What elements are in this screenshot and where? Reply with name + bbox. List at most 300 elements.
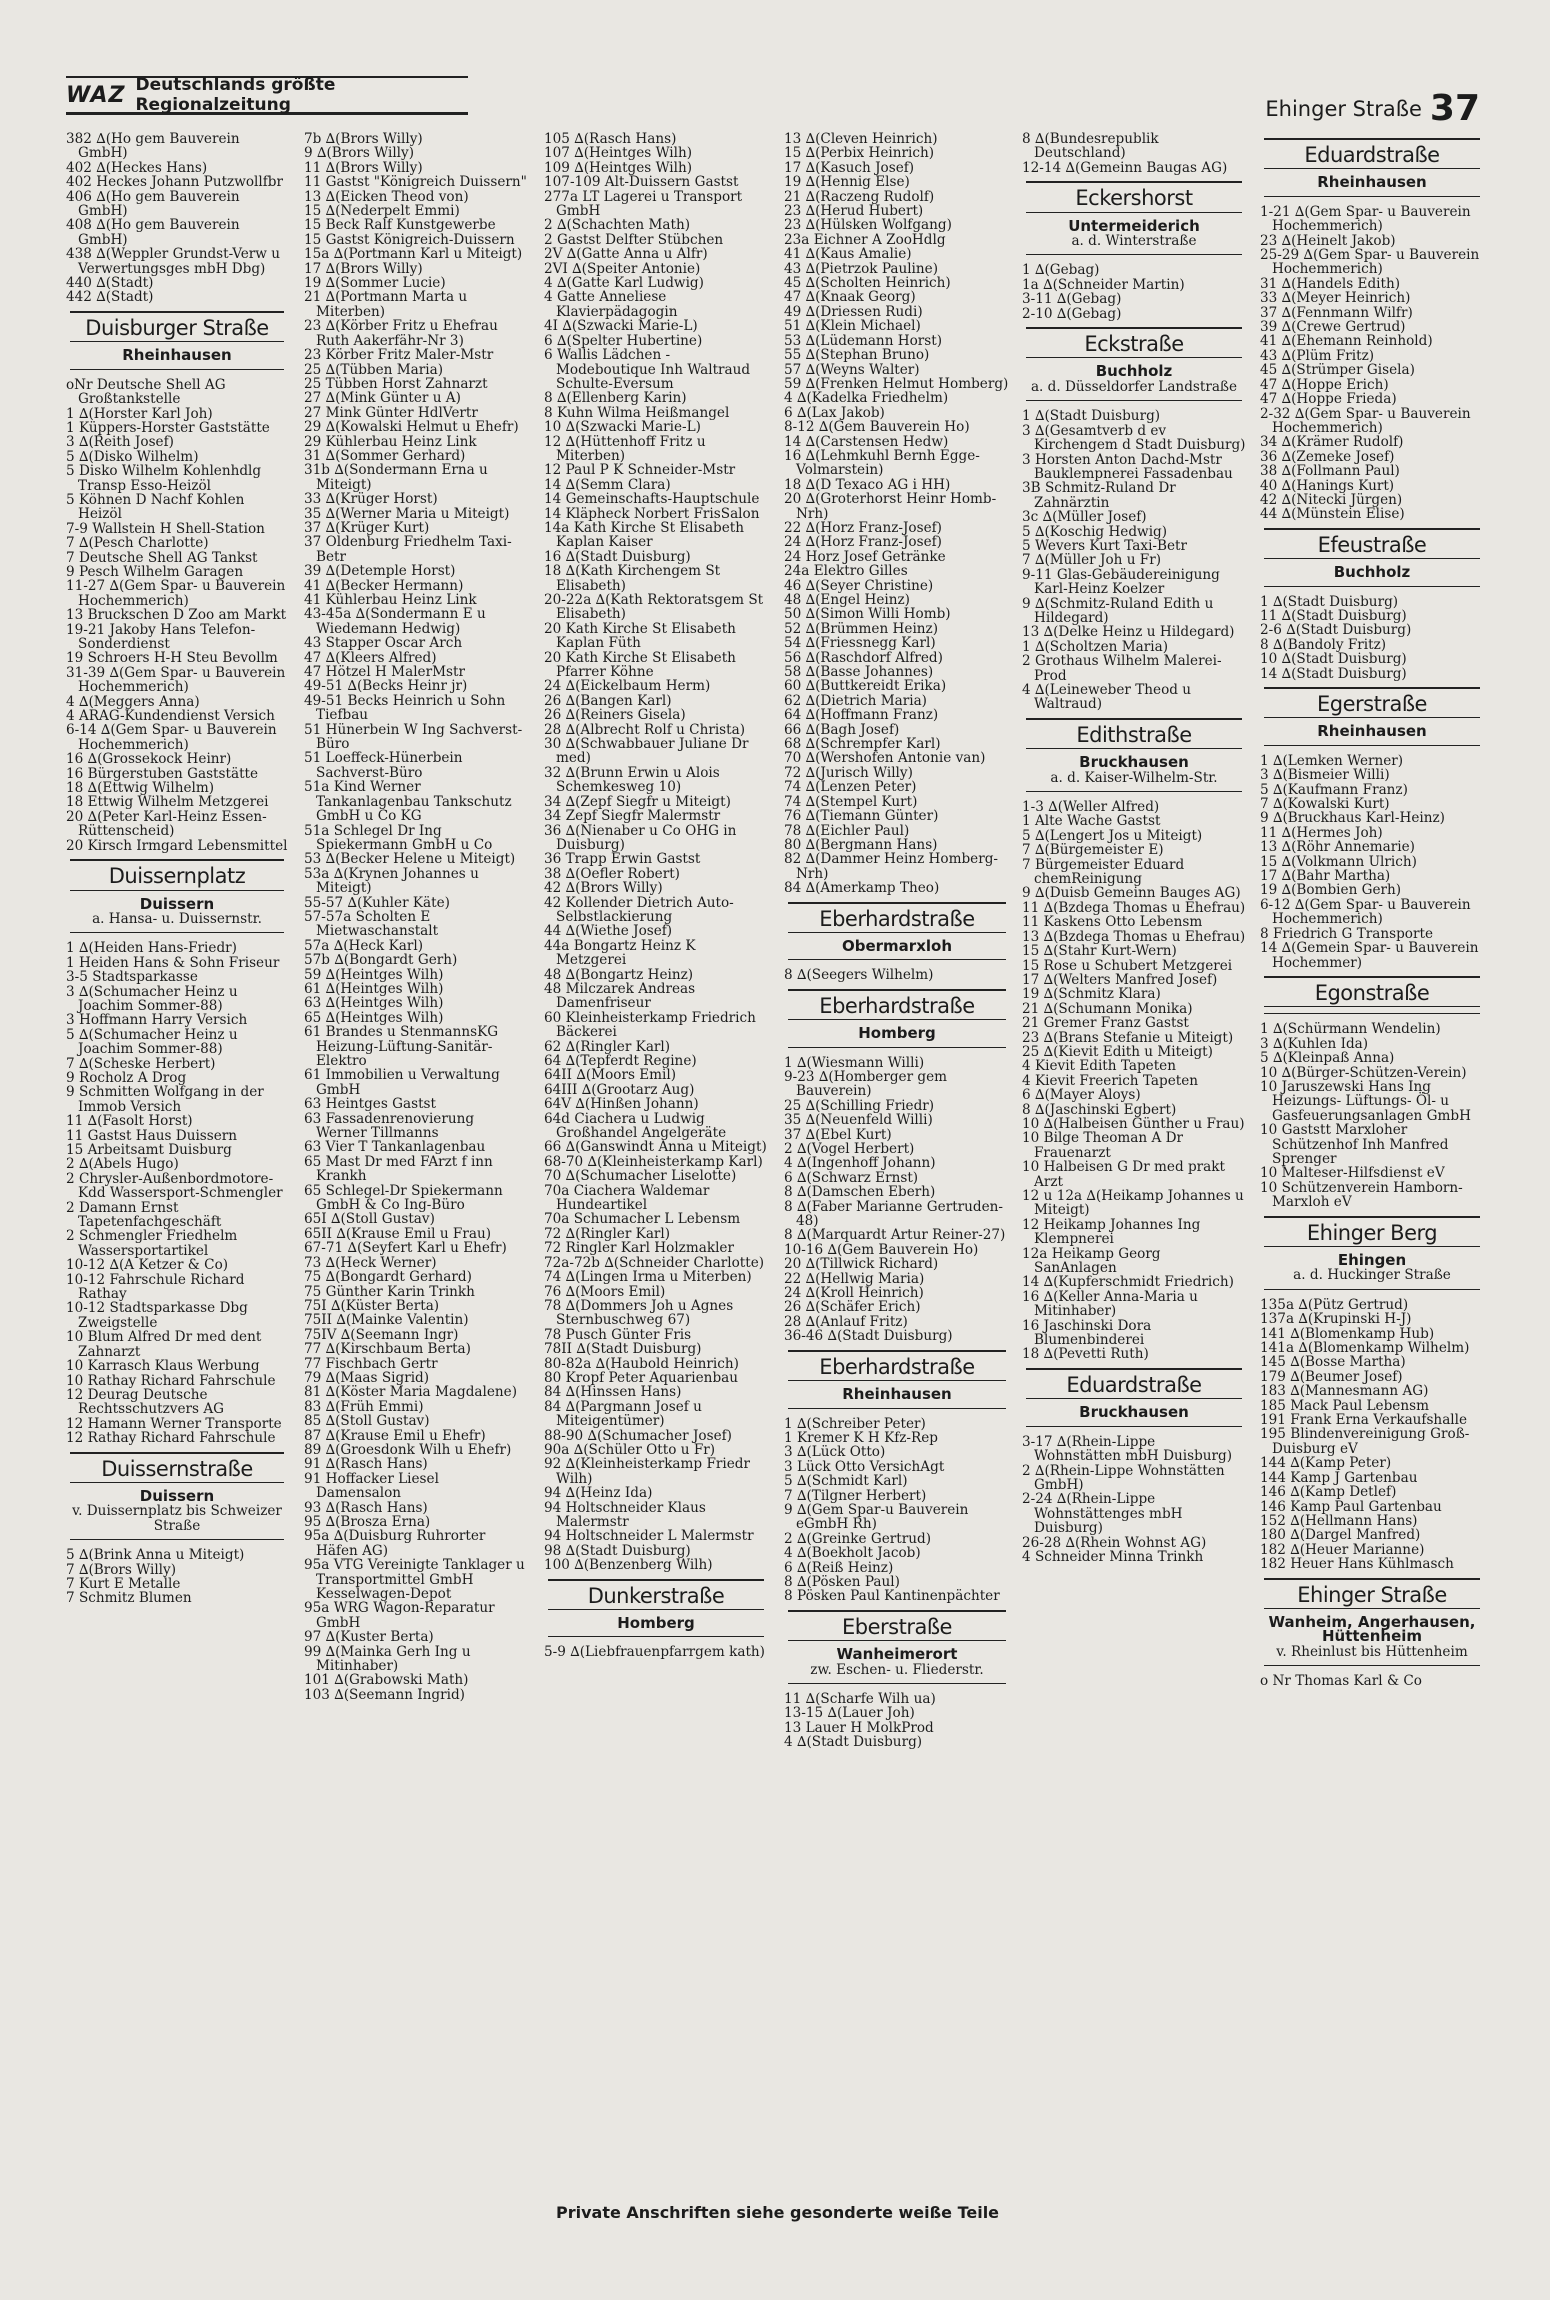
section-rule [70, 932, 284, 933]
district-name: Bruckhausen [1079, 753, 1189, 772]
directory-entry: 70a Ciachera Waldemar Hundeartikel [544, 1182, 710, 1214]
directory-entry: 37 ∆(Ebel Kurt) [784, 1126, 892, 1143]
directory-entry: 47 Hötzel H MalerMstr [304, 664, 465, 681]
directory-entry: 3c ∆(Müller Josef) [1022, 509, 1147, 526]
directory-entry: 44a Bongartz Heinz K Metzgerei [544, 937, 696, 969]
directory-entry: 1-3 ∆(Weller Alfred) [1022, 799, 1160, 816]
directory-entry: 8 Pösken Paul Kantinenpächter [784, 1588, 1000, 1605]
directory-entry: 2 ∆(Rhein-Lippe Wohnstätten GmbH) [1022, 1462, 1225, 1493]
directory-entry: 402 Heckes Johann Putzwollfbr [66, 174, 283, 191]
directory-entry: o Nr Thomas Karl & Co [1260, 1673, 1422, 1690]
district-name: Homberg [617, 1614, 695, 1633]
directory-entry: 11 ∆(Bzdega Thomas u Ehefrau) [1022, 899, 1246, 916]
directory-entry: 51 ∆(Klein Michael) [784, 318, 921, 335]
directory-entry: 57 ∆(Weyns Walter) [784, 361, 920, 378]
directory-entry: 10-16 ∆(Gem Bauverein Ho) [784, 1241, 979, 1258]
directory-entry: 100 ∆(Benzenberg Wilh) [544, 1557, 713, 1574]
directory-entry: 8 ∆(Pösken Paul) [784, 1573, 900, 1590]
directory-entry: 37 Oldenburg Friedhelm Taxi-Betr [304, 534, 512, 565]
directory-entry: 10 Bilge Theoman A Dr Frauenarzt [1022, 1130, 1184, 1161]
directory-entry: 25 Tübben Horst Zahnarzt [304, 375, 488, 392]
directory-entry: 63 ∆(Heintges Wilh) [304, 995, 444, 1012]
directory-entry: 27 Mink Günter HdlVertr [304, 404, 478, 421]
directory-entry: 10 ∆(Stadt Duisburg) [1260, 651, 1407, 668]
masthead [66, 76, 468, 115]
directory-entry: 53 ∆(Lüdemann Horst) [784, 332, 943, 349]
directory-entry: 6 Wallis Lädchen - Modeboutique Inh Waltraud Schulte-Eversum [544, 347, 751, 392]
directory-entry: 438 ∆(Weppler Grundst-Verw u Verwertungsges mbH Dbg) [66, 246, 281, 277]
column-1 [66, 132, 288, 2292]
directory-entry: 440 ∆(Stadt) [66, 275, 154, 292]
street-title: Duissernstraße [70, 1452, 284, 1483]
directory-entry: 6 ∆(Reiß Heinz) [784, 1559, 894, 1576]
directory-entry: 12 ∆(Hüttenhoff Fritz u Miterben) [544, 433, 706, 464]
directory-entry: 6 ∆(Schwarz Ernst) [784, 1169, 919, 1186]
directory-entry: 20-22a ∆(Kath Rektoratsgem St Elisabeth) [544, 592, 764, 623]
directory-entry: 65I ∆(Stoll Gustav) [304, 1211, 435, 1228]
directory-entry: 1 ∆(Schreiber Peter) [784, 1415, 926, 1432]
directory-entry: 6 ∆(Lax Jakob) [784, 404, 885, 421]
directory-entry: 3-11 ∆(Gebag) [1022, 291, 1122, 308]
directory-entry: 75 Günther Karin Trinkh [304, 1283, 475, 1300]
street-section-header [1260, 976, 1484, 1014]
directory-entry: 10 ∆(Szwacki Marie-L) [544, 419, 701, 436]
directory-entry: 59 ∆(Frenken Helmut Homberg) [784, 375, 1009, 392]
district-name: Rheinhausen [1317, 722, 1427, 741]
section-rule [788, 1047, 1006, 1048]
directory-entry: 107 ∆(Heintges Wilh) [544, 145, 693, 162]
directory-entry: 42 ∆(Nitecki Jürgen) [1260, 491, 1403, 508]
directory-entry: 18 ∆(Kath Kirchengem St Elisabeth) [544, 563, 721, 594]
directory-entry: 8 ∆(Bundesrepublik Deutschland) [1022, 132, 1159, 162]
directory-entry: 182 ∆(Heuer Marianne) [1260, 1541, 1425, 1558]
directory-entry: 13 ∆(Eicken Theod von) [304, 188, 469, 205]
directory-entry: 62 ∆(Dietrich Maria) [784, 692, 927, 709]
directory-entry: 59 ∆(Heintges Wilh) [304, 966, 444, 983]
directory-entry: 4 ∆(Meggers Anna) [66, 693, 200, 710]
column-6 [1260, 132, 1484, 2292]
directory-entry: 14 ∆(Stadt Duisburg) [1260, 665, 1407, 682]
directory-entry: 29 Kühlerbau Heinz Link [304, 433, 477, 450]
directory-entry: 5-9 ∆(Liebfrauenpfarrgem kath) [544, 1644, 765, 1661]
street-location-note: a. d. Düsseldorfer Landstraße [1030, 378, 1238, 395]
directory-entry: 95a VTG Vereinigte Tanklager u Transportmittel GmbH Kesselwagen-Depot [304, 1557, 525, 1603]
directory-entry: 17 ∆(Brors Willy) [304, 260, 423, 277]
directory-entry: 5 ∆(Kleinpaß Anna) [1260, 1050, 1395, 1067]
directory-entry: 12 u 12a ∆(Heikamp Johannes u Miteigt) [1022, 1188, 1244, 1219]
directory-entry: 9 ∆(Schmitz-Ruland Edith u Hildegard) [1022, 595, 1214, 626]
directory-entry: 49-51 ∆(Becks Heinr jr) [304, 678, 468, 695]
directory-entry: 61 Immobilien u Verwaltung GmbH [304, 1067, 500, 1098]
directory-entry: 93 ∆(Rasch Hans) [304, 1499, 428, 1516]
district-name: Duissern [139, 894, 215, 913]
directory-entry: 1 ∆(Wiesmann Willi) [784, 1054, 925, 1071]
directory-entry: 1 ∆(Gebag) [1022, 262, 1100, 279]
directory-entry: 54 ∆(Friessnegg Karl) [784, 635, 936, 652]
directory-entry: 44 ∆(Münstein Elise) [1260, 506, 1405, 523]
directory-entry: 1 ∆(Heiden Hans-Friedr) [66, 940, 237, 957]
directory-entry: 82 ∆(Dammer Heinz Homberg-Nrh) [784, 851, 999, 882]
directory-entry: 72 ∆(Jurisch Willy) [784, 764, 913, 781]
directory-entry: 65II ∆(Krause Emil u Frau) [304, 1225, 492, 1242]
street-title: Ehinger Berg [1264, 1216, 1480, 1247]
street-title: Eckershorst [1026, 181, 1242, 212]
directory-entry: 7 Bürgemeister Eduard chemReinigung [1022, 856, 1185, 888]
directory-entry: 48 ∆(Bongartz Heinz) [544, 966, 694, 983]
street-title: Ehinger Straße [1264, 1578, 1480, 1609]
directory-entry: 7 ∆(Kowalski Kurt) [1260, 796, 1390, 813]
directory-entry: 11 ∆(Stadt Duisburg) [1260, 607, 1407, 624]
directory-entry: 94 Holtschneider L Malermstr [544, 1528, 754, 1545]
directory-entry: 3B Schmitz-Ruland Dr Zahnärztin [1022, 480, 1176, 511]
directory-entry: 180 ∆(Dargel Manfred) [1260, 1527, 1421, 1544]
street-section-header [1260, 1578, 1484, 1667]
directory-entry: 15 Rose u Schubert Metzgerei [1022, 957, 1233, 974]
directory-entry: 4 Kievit Edith Tapeten [1022, 1058, 1176, 1075]
directory-entry: 51 Loeffeck-Hünerbein Sachverst-Büro [304, 750, 463, 781]
directory-entry: 5 Köhnen D Nachf Kohlen Heizöl [66, 491, 245, 523]
directory-entry: 182 Heuer Hans Kühlmasch [1260, 1556, 1454, 1573]
directory-entry: 6 ∆(Spelter Hubertine) [544, 332, 703, 349]
directory-entry: 74 ∆(Lingen Irma u Miterben) [544, 1269, 752, 1286]
directory-entry: 37 ∆(Fennmann Wilfr) [1260, 304, 1413, 321]
directory-entry: 7 Schmitz Blumen [66, 1590, 192, 1607]
directory-entry: 16 ∆(Lehmkuhl Bernh Egge-Volmarstein) [784, 447, 980, 479]
running-street: Ehinger Straße [1265, 97, 1422, 121]
street-title: Egerstraße [1264, 687, 1480, 718]
directory-entry: 97 ∆(Kuster Berta) [304, 1629, 434, 1646]
directory-entry: 11 Kaskens Otto Lebensm [1022, 914, 1203, 931]
column-4 [784, 132, 1010, 2292]
directory-entry: 41 ∆(Becker Hermann) [304, 577, 464, 594]
directory-entry: 29 ∆(Kowalski Helmut u Ehefr) [304, 419, 519, 436]
directory-entry: 10 Blum Alfred Dr med dent Zahnarzt [66, 1329, 262, 1360]
directory-entry: 34 ∆(Zepf Siegfr u Miteigt) [544, 793, 731, 810]
directory-entry: 73 ∆(Heck Werner) [304, 1254, 437, 1271]
directory-entry: 12 Rathay Richard Fahrschule [66, 1430, 276, 1447]
section-rule [788, 1683, 1006, 1684]
directory-entry: 12a Heikamp Georg SanAnlagen [1022, 1245, 1161, 1277]
directory-entry: 41 ∆(Ehemann Reinhold) [1260, 333, 1433, 350]
directory-entry: 10 Halbeisen G Dr med prakt Arzt [1022, 1159, 1225, 1190]
directory-entry: 25 ∆(Kievit Edith u Miteigt) [1022, 1043, 1213, 1060]
street-section-header [1260, 528, 1484, 587]
directory-entry: 49 ∆(Driessen Rudi) [784, 303, 923, 320]
directory-entry: 14 ∆(Gemein Spar- u Bauverein Hochemmer) [1260, 940, 1479, 971]
district-name: Rheinhausen [842, 1385, 952, 1404]
directory-entry: 8 Kuhn Wilma Heißmangel [544, 404, 730, 421]
directory-entry: 11 Gastst "Königreich Duissern" [304, 174, 527, 191]
district-name: Rheinhausen [122, 346, 232, 365]
directory-entry: 1 ∆(Schürmann Wendelin) [1260, 1021, 1441, 1038]
directory-entry: 74 ∆(Stempel Kurt) [784, 793, 918, 810]
directory-entry: 3 Lück Otto VersichAgt [784, 1458, 945, 1475]
district-name: Buchholz [1095, 362, 1173, 381]
section-rule [1264, 586, 1480, 587]
directory-entry: 48 Milczarek Andreas Damenfriseur [544, 980, 696, 1012]
street-title: Eberhardstraße [788, 902, 1006, 933]
directory-entry: 13 Bruckschen D Zoo am Markt [66, 607, 287, 624]
street-location-note: a. d. Huckinger Straße [1293, 1267, 1451, 1284]
directory-entry: 23 ∆(Herud Hubert) [784, 203, 924, 220]
street-title: Efeustraße [1264, 528, 1480, 559]
directory-entry: 179 ∆(Beumer Josef) [1260, 1368, 1403, 1385]
street-section-header [1260, 138, 1484, 197]
directory-entry: 12 Paul P K Schneider-Mstr [544, 462, 736, 479]
directory-entry: 68-70 ∆(Kleinheisterkamp Karl) [544, 1153, 763, 1170]
directory-entry: 25-29 ∆(Gem Spar- u Bauverein Hochemmerich) [1260, 247, 1480, 278]
directory-entry: 90a ∆(Schüler Otto u Fr) [544, 1441, 716, 1458]
directory-entry: 141a ∆(Blomenkamp Wilhelm) [1260, 1340, 1470, 1357]
directory-entry: 103 ∆(Seemann Ingrid) [304, 1686, 465, 1703]
directory-entry: 14a Kath Kirche St Elisabeth Kaplan Kaiser [544, 519, 745, 551]
directory-entry: 23 ∆(Hülsken Wolfgang) [784, 217, 952, 234]
section-rule [1264, 745, 1480, 746]
directory-entry: 32 ∆(Brunn Erwin u Alois Schemkesweg 10) [544, 764, 720, 796]
directory-entry: 8 Friedrich G Transporte [1260, 925, 1434, 942]
section-rule [1264, 196, 1480, 197]
directory-entry: 31 ∆(Sommer Gerhard) [304, 447, 466, 464]
directory-entry: 9 ∆(Duisb Gemeinn Bauges AG) [1022, 885, 1241, 902]
directory-entry: 20 Kath Kirche St Elisabeth Pfarrer Köhne [544, 649, 736, 681]
directory-entry: 402 ∆(Heckes Hans) [66, 159, 208, 176]
street-location-note: a. d. Kaiser-Wilhelm-Str. [1050, 769, 1218, 786]
street-section-header [784, 1610, 1010, 1684]
street-title: Eduardstraße [1264, 138, 1480, 169]
directory-entry: 2 ∆(Schachten Math) [544, 217, 691, 234]
directory-entry: 36 ∆(Nienaber u Co OHG in Duisburg) [544, 822, 737, 853]
street-title: Duissernplatz [70, 859, 284, 890]
street-section-header [784, 1350, 1010, 1409]
directory-entry: 55-57 ∆(Kuhler Käte) [304, 894, 450, 911]
directory-entry: 3 Hoffmann Harry Versich [66, 1012, 248, 1029]
directory-entry: 23 ∆(Heinelt Jakob) [1260, 232, 1396, 249]
directory-entry: 5 ∆(Schmidt Karl) [784, 1473, 908, 1490]
street-section-header [1022, 181, 1246, 255]
street-title: Eduardstraße [1026, 1368, 1242, 1399]
directory-entry: 7 ∆(Tilgner Herbert) [784, 1487, 927, 1504]
section-rule [1026, 254, 1242, 255]
directory-entry: 5 Disko Wilhelm Kohlenhdlg Transp Esso-Heizöl [66, 463, 262, 494]
directory-entry: 47 ∆(Kleers Alfred) [304, 649, 437, 666]
directory-entry: 14 ∆(Kupferschmidt Friedrich) [1022, 1274, 1234, 1291]
directory-entry: 5 ∆(Brink Anna u Miteigt) [66, 1547, 245, 1564]
directory-entry: 18 Ettwig Wilhelm Metzgerei [66, 794, 269, 811]
directory-entry: 23 Körber Fritz Maler-Mstr [304, 347, 494, 364]
directory-entry: 9-23 ∆(Homberger gem Bauverein) [784, 1068, 948, 1100]
directory-entry: 10 Gaststt Marxloher Schützenhof Inh Manfred Sprenger [1260, 1122, 1449, 1167]
directory-entry: 9-11 Glas-Gebäudereinigung Karl-Heinz Koelzer [1022, 566, 1220, 598]
directory-entry: 53a ∆(Krynen Johannes u Miteigt) [304, 865, 479, 897]
directory-entry: 101 ∆(Grabowski Math) [304, 1672, 469, 1689]
directory-entry: 13-15 ∆(Lauer Joh) [784, 1705, 915, 1722]
directory-entry: 1 ∆(Lemken Werner) [1260, 752, 1404, 769]
directory-entry: 98 ∆(Stadt Duisburg) [544, 1542, 691, 1559]
directory-entry: 13 ∆(Cleven Heinrich) [784, 132, 938, 147]
directory-entry: 66 ∆(Ganswindt Anna u Miteigt) [544, 1139, 767, 1156]
directory-entry: 26 ∆(Bangen Karl) [544, 692, 672, 709]
street-location-note: v. Duissernplatz bis Schweizer Straße [72, 1503, 282, 1534]
section-rule [1026, 791, 1242, 792]
directory-entry: 6 ∆(Mayer Aloys) [1022, 1087, 1141, 1104]
directory-entry: 61 ∆(Heintges Wilh) [304, 980, 444, 997]
directory-entry: 75IV ∆(Seemann Ingr) [304, 1326, 459, 1343]
directory-entry: 76 ∆(Moors Emil) [544, 1283, 666, 1300]
directory-entry: 1 Alte Wache Gastst [1022, 813, 1161, 830]
directory-entry: 9 Rocholz A Drog [66, 1069, 187, 1086]
directory-entry: 35 ∆(Neuenfeld Willi) [784, 1112, 933, 1129]
directory-entry: 19-21 Jakoby Hans Telefon-Sonderdienst [66, 621, 256, 652]
directory-entry: 70 ∆(Schumacher Liselotte) [544, 1168, 737, 1185]
directory-entry: 10-12 ∆(A Ketzer & Co) [66, 1257, 229, 1274]
directory-entry: 60 ∆(Buttkereidt Erika) [784, 678, 947, 695]
street-section-header [1260, 1216, 1484, 1290]
directory-entry: 21 Gremer Franz Gastst [1022, 1015, 1189, 1032]
page-header [1265, 88, 1480, 129]
directory-entry: 44 ∆(Wiethe Josef) [544, 923, 673, 940]
directory-entry: 19 ∆(Sommer Lucie) [304, 275, 446, 292]
directory-entry: 95a WRG Wagon-Reparatur GmbH [304, 1600, 495, 1631]
street-title: Egonstraße [1264, 976, 1480, 1007]
directory-entry: 28 ∆(Anlauf Fritz) [784, 1313, 908, 1330]
directory-entry: 51 Hünerbein W Ing Sachverst-Büro [304, 721, 523, 753]
directory-entry: 38 ∆(Follmann Paul) [1260, 463, 1400, 480]
street-section-header [66, 1452, 288, 1541]
directory-entry: 1 ∆(Scholtzen Maria) [1022, 638, 1169, 655]
directory-entry: 442 ∆(Stadt) [66, 289, 154, 306]
street-location-note: zw. Eschen- u. Fliederstr. [810, 1661, 984, 1678]
directory-entry: 2 ∆(Vogel Herbert) [784, 1141, 915, 1157]
directory-entry: 20 Kath Kirche St Elisabeth Kaplan Füth [544, 620, 736, 652]
directory-entry: 141 ∆(Blomenkamp Hub) [1260, 1325, 1435, 1342]
directory-entry: 51a Kind Werner Tankanlagenbau Tankschutz GmbH u Co KG [304, 779, 512, 825]
directory-entry: 152 ∆(Hellmann Hans) [1260, 1512, 1418, 1529]
directory-entry: 17 ∆(Welters Manfred Josef) [1022, 971, 1218, 988]
directory-entry: 94 Holtschneider Klaus Malermstr [544, 1499, 706, 1530]
street-section-header [784, 902, 1010, 961]
street-location-note: a. d. Winterstraße [1071, 233, 1197, 250]
directory-entry: 2-6 ∆(Stadt Duisburg) [1260, 622, 1412, 639]
directory-entry: 15 ∆(Nederpelt Emmi) [304, 203, 460, 220]
directory-entry: 88-90 ∆(Schumacher Josef) [544, 1427, 732, 1444]
directory-entry: 43 Stapper Oscar Arch [304, 635, 463, 652]
directory-entry: 64 ∆(Tepferdt Regine) [544, 1053, 697, 1069]
directory-entry: 185 Mack Paul Lebensm [1260, 1397, 1429, 1414]
directory-entry: 95a ∆(Duisburg Ruhrorter Häfen AG) [304, 1528, 486, 1559]
directory-entry: 16 ∆(Keller Anna-Maria u Mitinhaber) [1022, 1288, 1198, 1320]
directory-entry: 10-12 Stadtsparkasse Dbg Zweigstelle [66, 1300, 248, 1331]
directory-entry: 72 ∆(Ringler Karl) [544, 1225, 671, 1242]
directory-entry: 15 Beck Ralf Kunstgewerbe [304, 217, 496, 234]
directory-entry: 56 ∆(Raschdorf Alfred) [784, 649, 943, 666]
directory-entry: 2 Gastst Delfter Stübchen [544, 231, 724, 248]
directory-entry: 11-27 ∆(Gem Spar- u Bauverein Hochemmerich) [66, 578, 286, 609]
directory-entry: 16 ∆(Stadt Duisburg) [544, 548, 691, 565]
directory-entry: 15 ∆(Volkmann Ulrich) [1260, 853, 1417, 870]
street-location-note: v. Rheinlust bis Hüttenheim [1276, 1643, 1468, 1660]
directory-entry: 64d Ciachera u Ludwig Großhandel Angelgeräte [544, 1110, 727, 1142]
directory-entry: 8-12 ∆(Gem Bauverein Ho) [784, 419, 970, 436]
directory-entry: 2 Damann Ernst Tapetenfachgeschäft [66, 1199, 222, 1231]
directory-entry: 4 ∆(Boekholt Jacob) [784, 1545, 921, 1562]
directory-entry: 63 Heintges Gastst [304, 1096, 436, 1113]
directory-entry: 10 Schützenverein Hamborn-Marxloh eV [1260, 1179, 1463, 1211]
directory-entry: 2 Grothaus Wilhelm Malerei-Prod [1022, 653, 1222, 684]
district-name: Bruckhausen [1079, 1403, 1189, 1422]
directory-entry: 76 ∆(Tiemann Günter) [784, 808, 939, 825]
directory-entry: 39 ∆(Crewe Gertrud) [1260, 319, 1406, 336]
directory-entry: 7b ∆(Brors Willy) [304, 132, 423, 147]
directory-entry: 47 ∆(Knaak Georg) [784, 289, 916, 306]
district-name: Ehingen [1337, 1251, 1407, 1269]
directory-entry: 20 ∆(Tillwick Richard) [784, 1256, 939, 1273]
directory-entry: 1 Kremer K H Kfz-Rep [784, 1429, 938, 1446]
directory-entry: 2-24 ∆(Rhein-Lippe Wohnstättenges mbH Duisburg) [1022, 1491, 1183, 1537]
directory-entry: 27 ∆(Mink Günter u A) [304, 390, 461, 407]
directory-entry: 25 ∆(Schilling Friedr) [784, 1097, 935, 1114]
district-name: Buchholz [1333, 563, 1411, 582]
directory-entry: 2V ∆(Gatte Anna u Alfr) [544, 246, 708, 263]
district-name: Wanheimerort [836, 1645, 958, 1664]
directory-entry: 12 Heikamp Johannes Ing Klempnerei [1022, 1216, 1201, 1248]
directory-entry: 58 ∆(Basse Johannes) [784, 664, 934, 681]
directory-entry: 5 ∆(Kaufmann Franz) [1260, 781, 1408, 798]
directory-entry: 7 Deutsche Shell AG Tankst [66, 549, 258, 566]
directory-entry: 13 Lauer H MolkProd [784, 1719, 934, 1736]
directory-entry: 49-51 Becks Heinrich u Sohn Tiefbau [304, 692, 506, 724]
directory-entry: 15 Arbeitsamt Duisburg [66, 1142, 232, 1158]
directory-entry: 85 ∆(Stoll Gustav) [304, 1413, 430, 1430]
directory-entry: 48 ∆(Engel Heinz) [784, 592, 910, 608]
directory-entry: 6-14 ∆(Gem Spar- u Bauverein Hochemmerich) [66, 722, 277, 753]
directory-entry: 4I ∆(Szwacki Marie-L) [544, 318, 698, 335]
directory-entry: 3-17 ∆(Rhein-Lippe Wohnstätten mbH Duisburg) [1022, 1433, 1233, 1465]
directory-entry: 84 ∆(Pargmann Josef u Miteigentümer) [544, 1398, 702, 1430]
directory-entry: 8 ∆(Jaschinski Egbert) [1022, 1101, 1177, 1118]
directory-entry: 3 ∆(Lück Otto) [784, 1444, 886, 1461]
directory-entry: 5 ∆(Disko Wilhelm) [66, 448, 199, 465]
directory-entry: 26 ∆(Reiners Gisela) [544, 707, 686, 724]
directory-entry: 12-14 ∆(Gemeinn Baugas AG) [1022, 159, 1228, 176]
directory-entry: 144 Kamp J Gartenbau [1260, 1469, 1418, 1486]
directory-entry: 41 ∆(Kaus Amalie) [784, 246, 912, 263]
directory-entry: 3 ∆(Kuhlen Ida) [1260, 1035, 1369, 1052]
directory-entry: 23a Eichner A ZooHdlg [784, 231, 946, 248]
directory-entry: 92 ∆(Kleinheisterkamp Friedr Wilh) [544, 1456, 750, 1487]
directory-entry: 80-82a ∆(Haubold Heinrich) [544, 1355, 739, 1372]
directory-entry: 4 Gatte Anneliese Klavierpädagogin [544, 289, 678, 320]
directory-entry: 2 Chrysler-Außenbordmotore-Kdd Wassersport-Schmengler [66, 1170, 283, 1202]
directory-entry: 7 ∆(Brors Willy) [66, 1561, 176, 1578]
directory-entry: 78II ∆(Stadt Duisburg) [544, 1341, 702, 1358]
directory-entry: 4 ∆(Gatte Karl Ludwig) [544, 275, 704, 292]
directory-entry: 91 ∆(Rasch Hans) [304, 1456, 428, 1473]
directory-entry: 99 ∆(Mainka Gerh Ing u Mitinhaber) [304, 1643, 471, 1675]
directory-entry: 45 ∆(Strümper Gisela) [1260, 362, 1415, 379]
directory-entry: 2VI ∆(Speiter Antonie) [544, 260, 701, 277]
tagline: Deutschlands größte Regionalzeitung [135, 75, 336, 115]
district-name: Untermeiderich [1068, 216, 1200, 235]
directory-entry: 34 Zepf Siegfr Malermstr [544, 808, 721, 825]
directory-entry: 74 ∆(Lenzen Peter) [784, 779, 917, 796]
directory-entry: 19 Schroers H-H Steu Bevollm [66, 650, 278, 667]
directory-entry: 66 ∆(Bagh Josef) [784, 721, 900, 738]
directory-entry: 10 ∆(Bürger-Schützen-Verein) [1260, 1064, 1467, 1081]
directory-entry: 19 ∆(Schmitz Klara) [1022, 986, 1161, 1003]
directory-entry: 12 Hamann Werner Transporte [66, 1415, 282, 1432]
directory-entry: 79 ∆(Maas Sigrid) [304, 1369, 430, 1386]
directory-entry: 62 ∆(Ringler Karl) [544, 1038, 671, 1055]
